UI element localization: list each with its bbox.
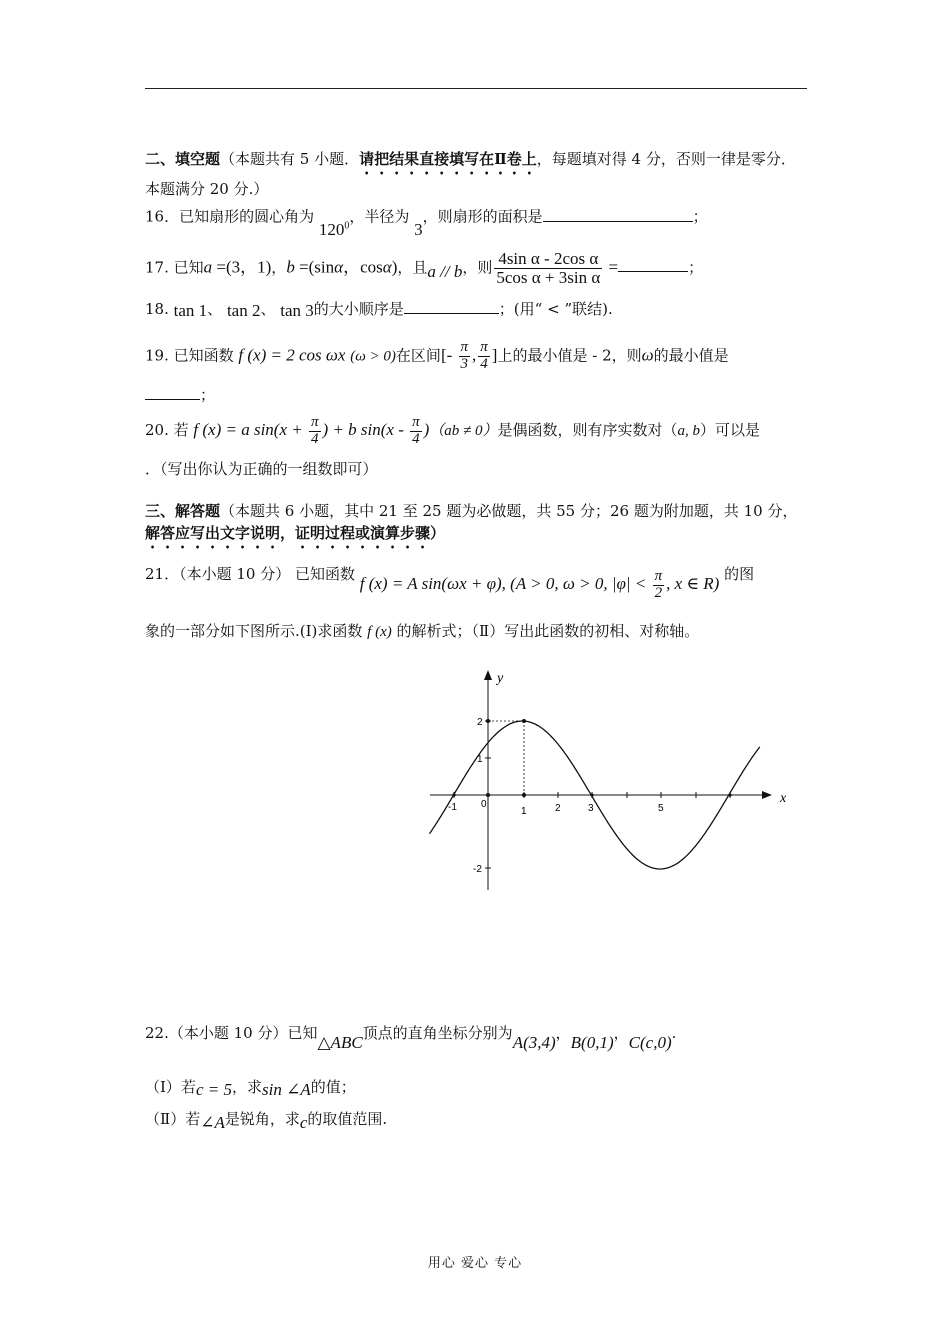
x-axis-arrow (762, 791, 772, 799)
y-tick-label: 1 (477, 754, 483, 765)
point-zero-7 (728, 793, 731, 796)
header-rule (145, 88, 807, 89)
section-3-intro: 三、解答题（本题共 6 小题，其中 21 至 25 题为必做题，共 55 分；26 题为附加题，共 10 分，解答应写出文字说明，证明过程或演算步骤） (145, 502, 798, 542)
section-2-intro: 二、填空题（本题共有 5 小题．请把结果直接填写在Ⅱ卷上，每题填对得 4 分，否则一律是零分．本题满分 20 分.） (145, 150, 796, 198)
question-21-line2: 象的一部分如下图所示.(Ⅰ)求函数 f (x) 的解析式；（Ⅱ）写出此函数的初相、对称轴。 (145, 622, 700, 640)
point-x1 (522, 793, 526, 797)
answer-blank-18[interactable] (404, 299, 499, 314)
question-20: 20. 若 f (x) = a sin(x + $\frac{\pi}{4}$ ) + b sin(x - $\frac{\pi}{4}$ )（ab ≠ 0）是偶函数，则有序实数对（a, b）可以是 (145, 413, 761, 447)
x-tick-label: -1 (448, 802, 457, 813)
x-tick-label: 2 (555, 803, 561, 814)
y-tick-label: -2 (473, 864, 482, 875)
x-tick-label: 3 (588, 803, 594, 814)
y-tick-label: 2 (477, 717, 483, 728)
section-3-emphasis: 答应写出文字说明，证明过程或演算步骤 (160, 524, 431, 542)
function-graph (420, 665, 800, 895)
point-zero-3 (590, 793, 593, 796)
question-20-line2: ．（写出你认为正确的一组数即可） (145, 460, 378, 478)
y-axis-label: y (497, 671, 504, 686)
question-18: 18. tan 1、 tan 2、 tan 3的大小顺序是 ；(用“ < ”联结). (145, 300, 613, 320)
origin-label: 0 (481, 799, 487, 810)
question-22-part1: （Ⅰ）若c = 5，求sin ∠A的值； (145, 1078, 356, 1099)
fraction-17: $\frac{\text{4sin α - 2cos α}}{\text{5cos α + 3sin α}}$ (496, 249, 601, 287)
answer-blank-19[interactable] (145, 385, 200, 400)
answer-blank-16[interactable] (543, 207, 693, 222)
question-21: 21．（本小题 10 分） 已知函数 f (x) = A sin(ωx + φ), (A > 0, ω > 0, |φ| < $\frac{\pi}{2}$ , x ∈ R) 的图 (145, 565, 755, 601)
section-2-emphasis: 请把结果直接填写在Ⅱ卷上 (359, 150, 537, 168)
point-origin (486, 793, 490, 797)
page-footer: 用心 爱心 专心 (427, 1256, 523, 1271)
question-16: 16．已知扇形的圆心角为 $120^0$，半径为 3，则扇形的面积是 ； (145, 207, 708, 239)
question-22-part2: （Ⅱ）若∠A是锐角，求c的取值范围. (145, 1110, 388, 1132)
section-2-heading: 二、填空题 (145, 150, 221, 168)
question-17: 17. 已知a =(3，1)，b =(sinα，cosα)，且a // b，则 $\frac{\text{4sin α - 2cos α}}{\text{5cos α + 3sin α}}$ = ； (145, 249, 704, 287)
question-19-line2: ； (145, 384, 810, 406)
y-axis-arrow (484, 670, 492, 680)
point-y2 (486, 719, 490, 723)
x-axis-label: x (780, 791, 787, 806)
question-19: 19. 已知函数 f (x) = 2 cos ωx (ω > 0)在区间[- $\frac{\pi}{3}$ , $\frac{\pi}{4}$ ]上的最小值是 - 2，则ω的最小值是 (145, 339, 729, 372)
point-max (522, 719, 526, 723)
answer-blank-17[interactable] (618, 257, 688, 272)
x-tick-label: 1 (521, 806, 527, 817)
section-3-heading: 三、解答题 (145, 502, 221, 520)
question-22: 22.（本小题 10 分）已知△ABC顶点的直角坐标分别为A(3,4)，B(0,1)，C(c,0). (145, 1024, 677, 1052)
point-zero-neg1 (452, 793, 455, 796)
x-tick-label: 5 (658, 803, 664, 814)
